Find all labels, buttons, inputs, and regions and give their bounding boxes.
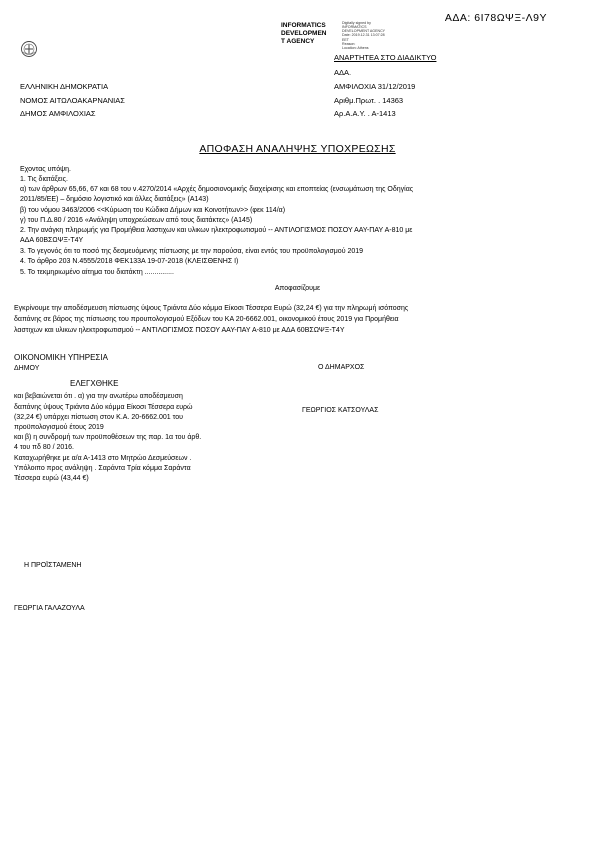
body-item: 4. Το άρθρο 203 Ν.4555/2018 ΦΕΚ133Α 19-07-2018 (ΚΛΕΙΣΘΕΝΗΣ Ι) — [20, 258, 239, 265]
finance-line: και βεβαιώνεται ότι . α) για την ανωτέρω αποδέσμευση — [14, 393, 183, 400]
head-name: ΓΕΩΡΓΙΑ ΓΑΛΑΖΟΥΛΑ — [14, 605, 85, 612]
ida-signature-details — [342, 21, 385, 50]
ida-detail-line: Date: 2019.12.31 13:07:28 — [342, 33, 385, 38]
ida-signature-label — [281, 22, 327, 45]
finance-line: Καταχωρήθηκε με α/α Α-1413 στο Μητρώο Δεσμεύσεων . — [14, 455, 192, 462]
finance-line: και β) η συνδρομή των προϋποθέσεων της παρ. 1α του άρθ. — [14, 434, 202, 441]
finance-municipality: ΔΗΜΟΥ — [14, 365, 40, 372]
posted-online-label: ΑΝΑΡΤΗΤΕΑ ΣΤΟ ΔΙΑΔΙΚΤΥΟ — [334, 53, 437, 62]
ida-line: T AGENCY — [281, 37, 315, 45]
body-item: 2011/85/ΕΕ) – δημόσιο λογιστικό και άλλες διατάξεις» (Α143) — [20, 196, 209, 203]
body-intro: Εχοντας υπόψη. — [20, 166, 71, 173]
mayor-name: ΓΕΩΡΓΙΟΣ ΚΑΤΣΟΥΛΑΣ — [302, 407, 379, 414]
body-item: 1. Τις διατάξεις. — [20, 176, 68, 183]
head-title: Η ΠΡΟΪΣΤΑΜΕΝΗ — [24, 562, 82, 569]
mayor-title: Ο ΔΗΜΑΡΧΟΣ — [318, 364, 365, 371]
document-title: ΑΠΟΦΑΣΗ ΑΝΑΛΗΨΗΣ ΥΠΟΧΡΕΩΣΗΣ — [199, 143, 396, 155]
finance-line: προϋπολογισμού έτους 2019 — [14, 424, 104, 431]
body-item: ΑΔΑ 60ΒΣΩΨΞ-Τ4Υ — [20, 237, 84, 244]
decide-heading: Αποφασίζουμε — [274, 285, 321, 292]
issuer-line: ΔΗΜΟΣ ΑΜΦΙΛΟΧΙΑΣ — [20, 109, 96, 118]
finance-line: Τέσσερα ευρώ (43,44 €) — [14, 475, 89, 482]
meta-date: ΑΜΦΙΛΟΧΙΑ 31/12/2019 — [334, 82, 416, 91]
meta-aay: Αρ.Α.Α.Υ. . Α-1413 — [334, 109, 396, 118]
ida-detail-line: INFORMATICS — [342, 25, 367, 30]
ada-header: ΑΔΑ: 6Ι78ΩΨΞ-Λ9Υ — [444, 12, 547, 24]
ida-line: INFORMATICS — [281, 22, 326, 29]
body-item: γ) του Π.Δ.80 / 2016 «Ανάληψη υποχρεώσεων από τους διατάκτες» (Α145) — [20, 217, 253, 224]
finance-dept: ΟΙΚΟΝΟΜΙΚΗ ΥΠΗΡΕΣΙΑ — [14, 353, 108, 362]
body-item: 3. Το γεγονός ότι το ποσό της δεσμευόμενης πίστωσης με την παρούσα, είναι εντός του προϋπολογισμού 2019 — [20, 248, 364, 255]
decision-line: λαστιχων και υλικων ηλεκτροφωτισμού -- ΑΝΤΙΛΟΓΙΣΜΟΣ ΠΟΣΟΥ ΑΑΥ-ΠΑΥ Α-810 με ΑΔΑ 60ΒΣΩΨΞ-Τ4Υ — [14, 327, 345, 334]
ida-line: DEVELOPMEN — [281, 29, 327, 37]
body-item: 5. Το τεκμηριωμένο αίτημα του διατάκτη ............... — [20, 269, 174, 276]
meta-ada: ΑΔΑ. — [334, 68, 352, 77]
ida-detail-line: DEVELOPMENT AGENCY — [342, 29, 386, 34]
decision-line: Εγκρίνουμε την αποδέσμευση πίστωσης ύψους Τριάντα Δύο κόμμα Είκοσι Τέσσερα Ευρώ (32,24 €) για την πληρωμή ισόποσης — [14, 305, 409, 312]
finance-line: δαπάνης ύψους Τριάντα Δύο κόμμα Είκοσι Τέσσερα ευρώ — [14, 404, 193, 411]
ida-detail-line: Reason: — [342, 41, 356, 46]
body-item: 2. Την ανάγκη πληρωμής για Προμήθεια λαστιχων και υλικων ηλεκτροφωτισμού -- ΑΝΤΙΛΟΓΙΣΜΟΣ ΠΟΣΟΥ ΑΑΥ-ΠΑΥ Α-810 με — [20, 227, 413, 234]
greek-seal-icon — [20, 40, 38, 58]
meta-protocol: Αριθμ.Πρωτ. . 14363 — [334, 96, 404, 105]
finance-line: (32,24 €) υπάρχει πίστωση στον Κ.Α. 20-6662.001 του — [14, 414, 183, 421]
finance-checked: ΕΛΕΓΧΘΗΚΕ — [70, 379, 119, 388]
finance-line: 4 του πδ 80 / 2016. — [14, 444, 74, 451]
decision-line: δαπάνης σε βάρος της πίστωσης του προυπολογισμού Εξόδων του ΚΑ 20-6662.001, οικονομικού έτους 2019 για Προμήθεια — [14, 316, 399, 323]
ida-detail-line: Digitally signed by — [342, 21, 371, 25]
issuer-line: ΕΛΛΗΝΙΚΗ ΔΗΜΟΚΡΑΤΙΑ — [20, 82, 109, 91]
body-item: α) των άρθρων 65,66, 67 και 68 του ν.4270/2014 «Αρχές δημοσιονομικής διαχείρισης και εποπτείας (ενσωμάτωση της Οδηγίας — [20, 186, 414, 193]
issuer-line: ΝΟΜΟΣ ΑΙΤΩΛΟΑΚΑΡΝΑΝΙΑΣ — [20, 96, 125, 105]
ida-detail-line: EET — [342, 37, 349, 42]
body-item: β) του νόμου 3463/2006 <<Κύρωση του Κώδικα Δήμων και Κοινοτήτων>> (φεκ 114/α) — [20, 207, 286, 214]
ida-detail-line: Location: Athens — [342, 45, 369, 50]
finance-line: Υπόλοιπο προς ανάληψη . Σαράντα Τρία κόμμα Σαράντα — [14, 465, 191, 472]
